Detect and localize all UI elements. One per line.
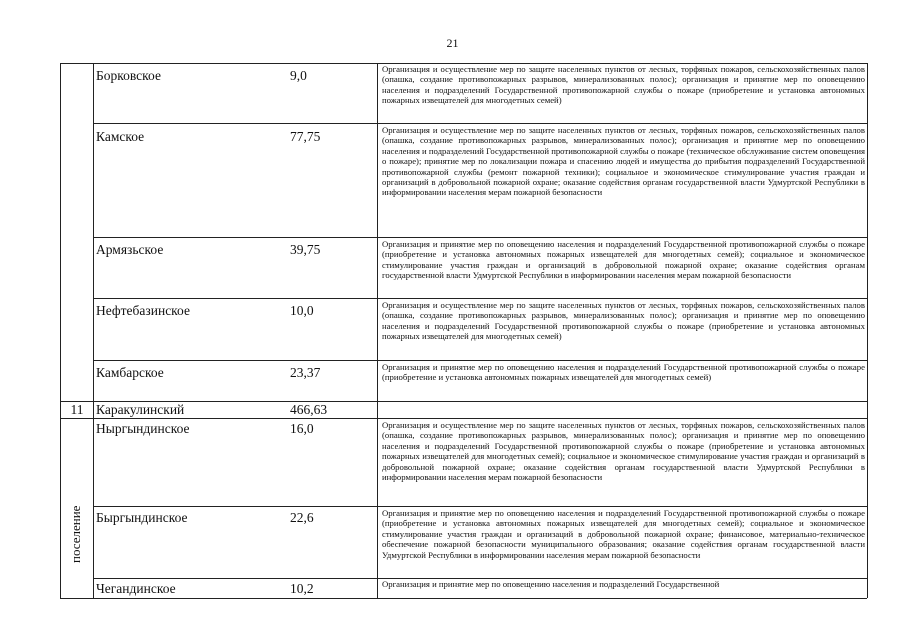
measures-text: Организация и осуществление мер по защите населенных пунктов от лесных, торфяных пожаров, сельскохозяйственных палов (опашка, создание противопожарных разрывов, минерализованных полос); организация и принятие мер по оповещению населения и подразделений Государственной противопожарной службы о пожаре (приобретение и установка автономных пожарных извещателей для многодетных семей) [382,64,865,106]
amount-value: 10,2 [290,581,314,596]
amount-value: 77,75 [290,129,321,144]
amount-value: 466,63 [290,402,328,417]
row-number: 11 [70,402,84,417]
measures-text: Организация и принятие мер по оповещению населения и подразделений Государственной противопожарной службы о пожаре (приобретение и установка автономных пожарных извещателей для многодетных семей) [382,362,865,383]
amount-value: 39,75 [290,242,321,257]
settlement-name: Камбарское [96,365,164,380]
measures-text: Организация и принятие мер по оповещению населения и подразделений Государственной противопожарной службы о пожаре (приобретение и установка автономных пожарных извещателей для многодетных семей); социальное и экономическое стимулирование участия граждан и организаций в добровольной пожарной охране; оказание содействия органам государственной власти Удмуртской Республики в информировании населения мерам пожарной безопасности [382,239,865,281]
amount-value: 16,0 [290,421,314,436]
settlement-name: Камское [96,129,145,144]
subsidy-table [60,63,867,598]
measures-text: Организация и осуществление мер по защите населенных пунктов от лесных, торфяных пожаров, сельскохозяйственных палов (опашка, создание противопожарных разрывов, минерализованных полос); организация и принятие мер по оповещению населения и подразделений Государственной противопожарной службы о пожаре (приобретение и установка автономных пожарных извещателей для многодетных семей); социальное и экономическое стимулирование участия граждан и организаций в добровольной пожарной охране; оказание содействия органам государственной власти Удмуртской Республики в информировании населения мерам пожарной безопасности [382,420,865,483]
amount-value: 9,0 [290,68,307,83]
district-name: Каракулинский [96,402,185,417]
measures-text: Организация и осуществление мер по защите населенных пунктов от лесных, торфяных пожаров, сельскохозяйственных палов (опашка, создание противопожарных разрывов, минерализованных полос); организация и принятие мер по оповещению населения и подразделений Государственной противопожарной службы о пожаре (техническое обслуживание систем оповещения о пожаре); принятие мер по локализации пожара и спасению людей и имущества до прибытия подразделений Государственной противопожарной службы (ремонт пожарной техники); социальное и экономическое стимулирование участия граждан и организаций в добровольной пожарной охране; оказание содействия органам государственной власти Удмуртской Республики в информировании населения мерам пожарной безопасности [382,125,865,198]
measures-text: Организация и принятие мер по оповещению населения и подразделений Государственной [382,579,720,589]
settlement-name: Борковское [96,68,161,83]
amount-value: 10,0 [290,303,314,318]
settlement-name: Быргындинское [96,510,188,525]
settlement-name: Армязьское [96,242,164,257]
page-number: 21 [446,36,459,50]
measures-text: Организация и принятие мер по оповещению населения и подразделений Государственной противопожарной службы о пожаре (приобретение и установка автономных пожарных извещателей для многодетных семей); социальное и экономическое стимулирование участия граждан и организаций в добровольной пожарной охране; финансовое, материально-техническое обеспечение пожарной безопасности муниципального образования; оказание содействия органам государственной власти Удмуртской Республики в информировании населения мерам пожарной безопасности [382,508,865,560]
settlement-label: поселение [68,505,83,563]
amount-value: 23,37 [290,365,321,380]
measures-text: Организация и осуществление мер по защите населенных пунктов от лесных, торфяных пожаров, сельскохозяйственных палов (опашка, создание противопожарных разрывов, минерализованных полос); организация и принятие мер по оповещению населения и подразделений Государственной противопожарной службы о пожаре (приобретение и установка автономных пожарных извещателей для многодетных семей) [382,300,865,342]
amount-value: 22,6 [290,510,314,525]
settlement-name: Нефтебазинское [96,303,190,318]
settlement-name: Ныргындинское [96,421,190,436]
settlement-name: Чегандинское [96,581,176,596]
